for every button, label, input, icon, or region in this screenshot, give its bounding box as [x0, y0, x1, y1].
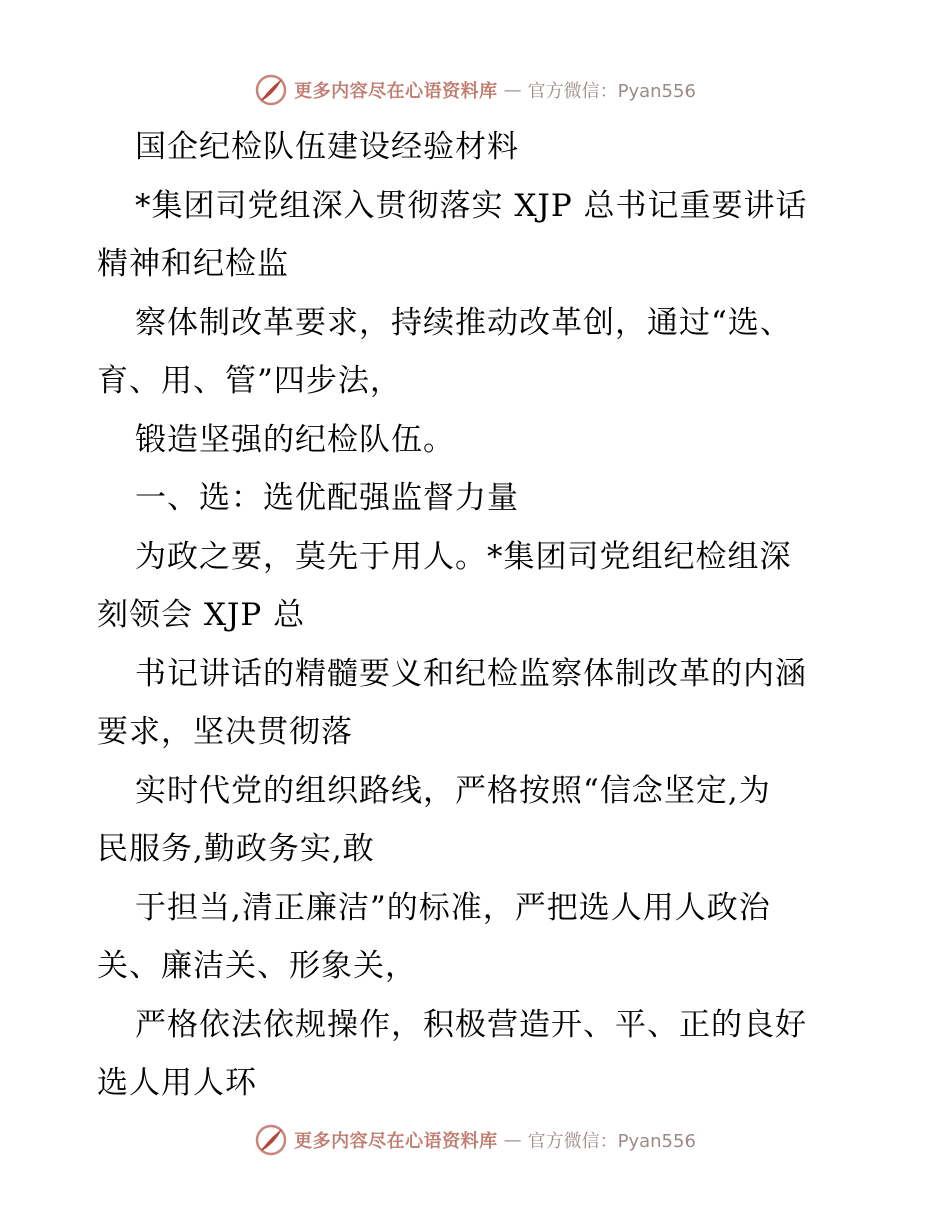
document-body: [97, 118, 867, 1113]
text-line: 锻造坚强的纪检队伍。: [135, 421, 455, 458]
text-line: 严格依法依规操作，积极营造开、平、正的良好: [135, 1006, 807, 1043]
text-line: 书记讲话的精髓要义和纪检监察体制改革的内涵: [135, 655, 807, 692]
text-line: 育、用、管”四步法，: [97, 363, 402, 399]
text-line: 于担当,清正廉洁”的标准，严把选人用人政治: [135, 889, 771, 926]
watermark-text: 更多内容尽在心语资料库: [294, 1131, 498, 1152]
feather-pen-logo-icon: [254, 1123, 288, 1157]
text-line: 为政之要，莫先于用人。*集团司党组纪检组深: [135, 538, 792, 575]
text-line: 国企纪检队伍建设经验材料: [135, 129, 519, 165]
footer-watermark: [0, 1120, 950, 1160]
text-line: 精神和纪检监: [97, 246, 289, 282]
text-line: 实时代党的组织路线，严格按照“信念坚定,为: [135, 772, 771, 809]
header-watermark: [0, 70, 950, 110]
text-line: 一、选：选优配强监督力量: [135, 480, 519, 516]
feather-pen-logo-icon: [254, 73, 288, 107]
text-line: 要求，坚决贯彻落: [97, 714, 353, 750]
watermark-contact: 官方微信：Pyan556: [527, 1131, 696, 1152]
text-line: 关、廉洁关、形象关，: [97, 948, 417, 984]
watermark-separator: —: [503, 1129, 522, 1151]
text-line: 选人用人环: [97, 1065, 257, 1101]
text-line: 察体制改革要求，持续推动改革创，通过“选、: [135, 304, 792, 341]
watermark-contact: 官方微信：Pyan556: [527, 81, 696, 102]
text-line: 民服务,勤政务实,敢: [97, 831, 375, 867]
text-line: *集团司党组深入贯彻落实 XJP 总书记重要讲话: [135, 187, 808, 224]
watermark-text: 更多内容尽在心语资料库: [294, 81, 498, 102]
text-line: 刻领会 XJP 总: [97, 597, 306, 633]
watermark-separator: —: [503, 79, 522, 101]
